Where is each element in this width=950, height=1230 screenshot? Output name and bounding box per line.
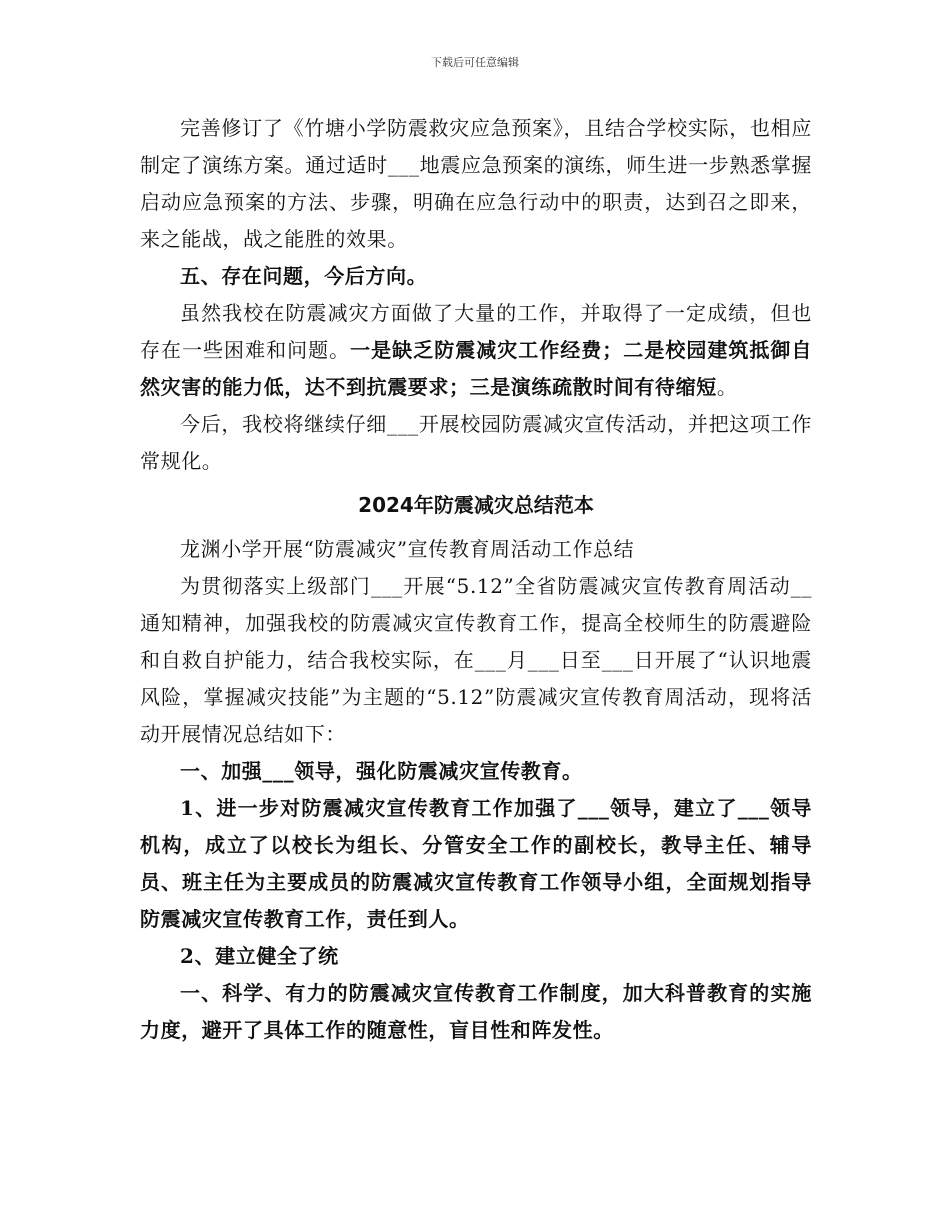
document-body: [140, 110, 812, 1049]
paragraph-drill-plan: 完善修订了《竹塘小学防震救灾应急预案》，且结合学校实际，也相应制定了演练方案。通过适时___地震应急预案的演练，师生进一步熟悉掌握启动应急预案的方法、步骤，明确在应急行动中的职责，达到召之即来，来之能战，战之能胜的效果。: [140, 116, 812, 251]
document-title: 2024年防震减灾总结范本: [358, 493, 594, 517]
document-subtitle: 龙渊小学开展“防震减灾”宣传教育周活动工作总结: [180, 537, 635, 561]
paragraph-purpose: 为贯彻落实上级部门___开展“5.12”全省防震减灾宣传教育周活动__通知精神，加强我校的防震减灾宣传教育工作，提高全校师生的防震避险和自救自护能力，结合我校实际，在___月___日至___日开展了“认识地震风险，掌握减灾技能”为主题的“5.12”防震减灾宣传教育周活动，现将活动开展情况总结如下：: [140, 574, 812, 746]
problems-bold-text: 一是缺乏防震减灾工作经费；二是校园建筑抵御自然灾害的能力低，达不到抗震要求；三是演练疏散时间有待缩短: [140, 338, 813, 399]
problems-end-punct: 。: [716, 375, 738, 399]
header-note: 下载后可任意编辑: [431, 56, 519, 69]
paragraph-system-start: 2、建立健全了统: [180, 944, 339, 968]
problems-intro-text: 虽然我校在防震减灾方面做了大量的工作，并取得了一定成绩，但也存在一些困难和问题。: [140, 301, 812, 362]
heading-strengthen-leadership: 一、加强___领导，强化防震减灾宣传教育。: [180, 759, 583, 783]
heading-problems-directions: 五、存在问题，今后方向。: [180, 264, 428, 288]
paragraph-problems: [140, 295, 812, 406]
paragraph-leadership-group: 1、进一步对防震减灾宣传教育工作加强了___领导，建立了___领导机构，成立了以校长为组长、分管安全工作的副校长，教导主任、辅导员、班主任为主要成员的防震减灾宣传教育工作领导小组，全面规划指导防震减灾宣传教育工作，责任到人。: [140, 796, 812, 931]
paragraph-system-detail: 一、科学、有力的防震减灾宣传教育工作制度，加大科普教育的实施力度，避开了具体工作的随意性，盲目性和阵发性。: [140, 981, 812, 1042]
paragraph-future: 今后，我校将继续仔细___开展校园防震减灾宣传活动，并把这项工作常规化。: [140, 412, 812, 473]
